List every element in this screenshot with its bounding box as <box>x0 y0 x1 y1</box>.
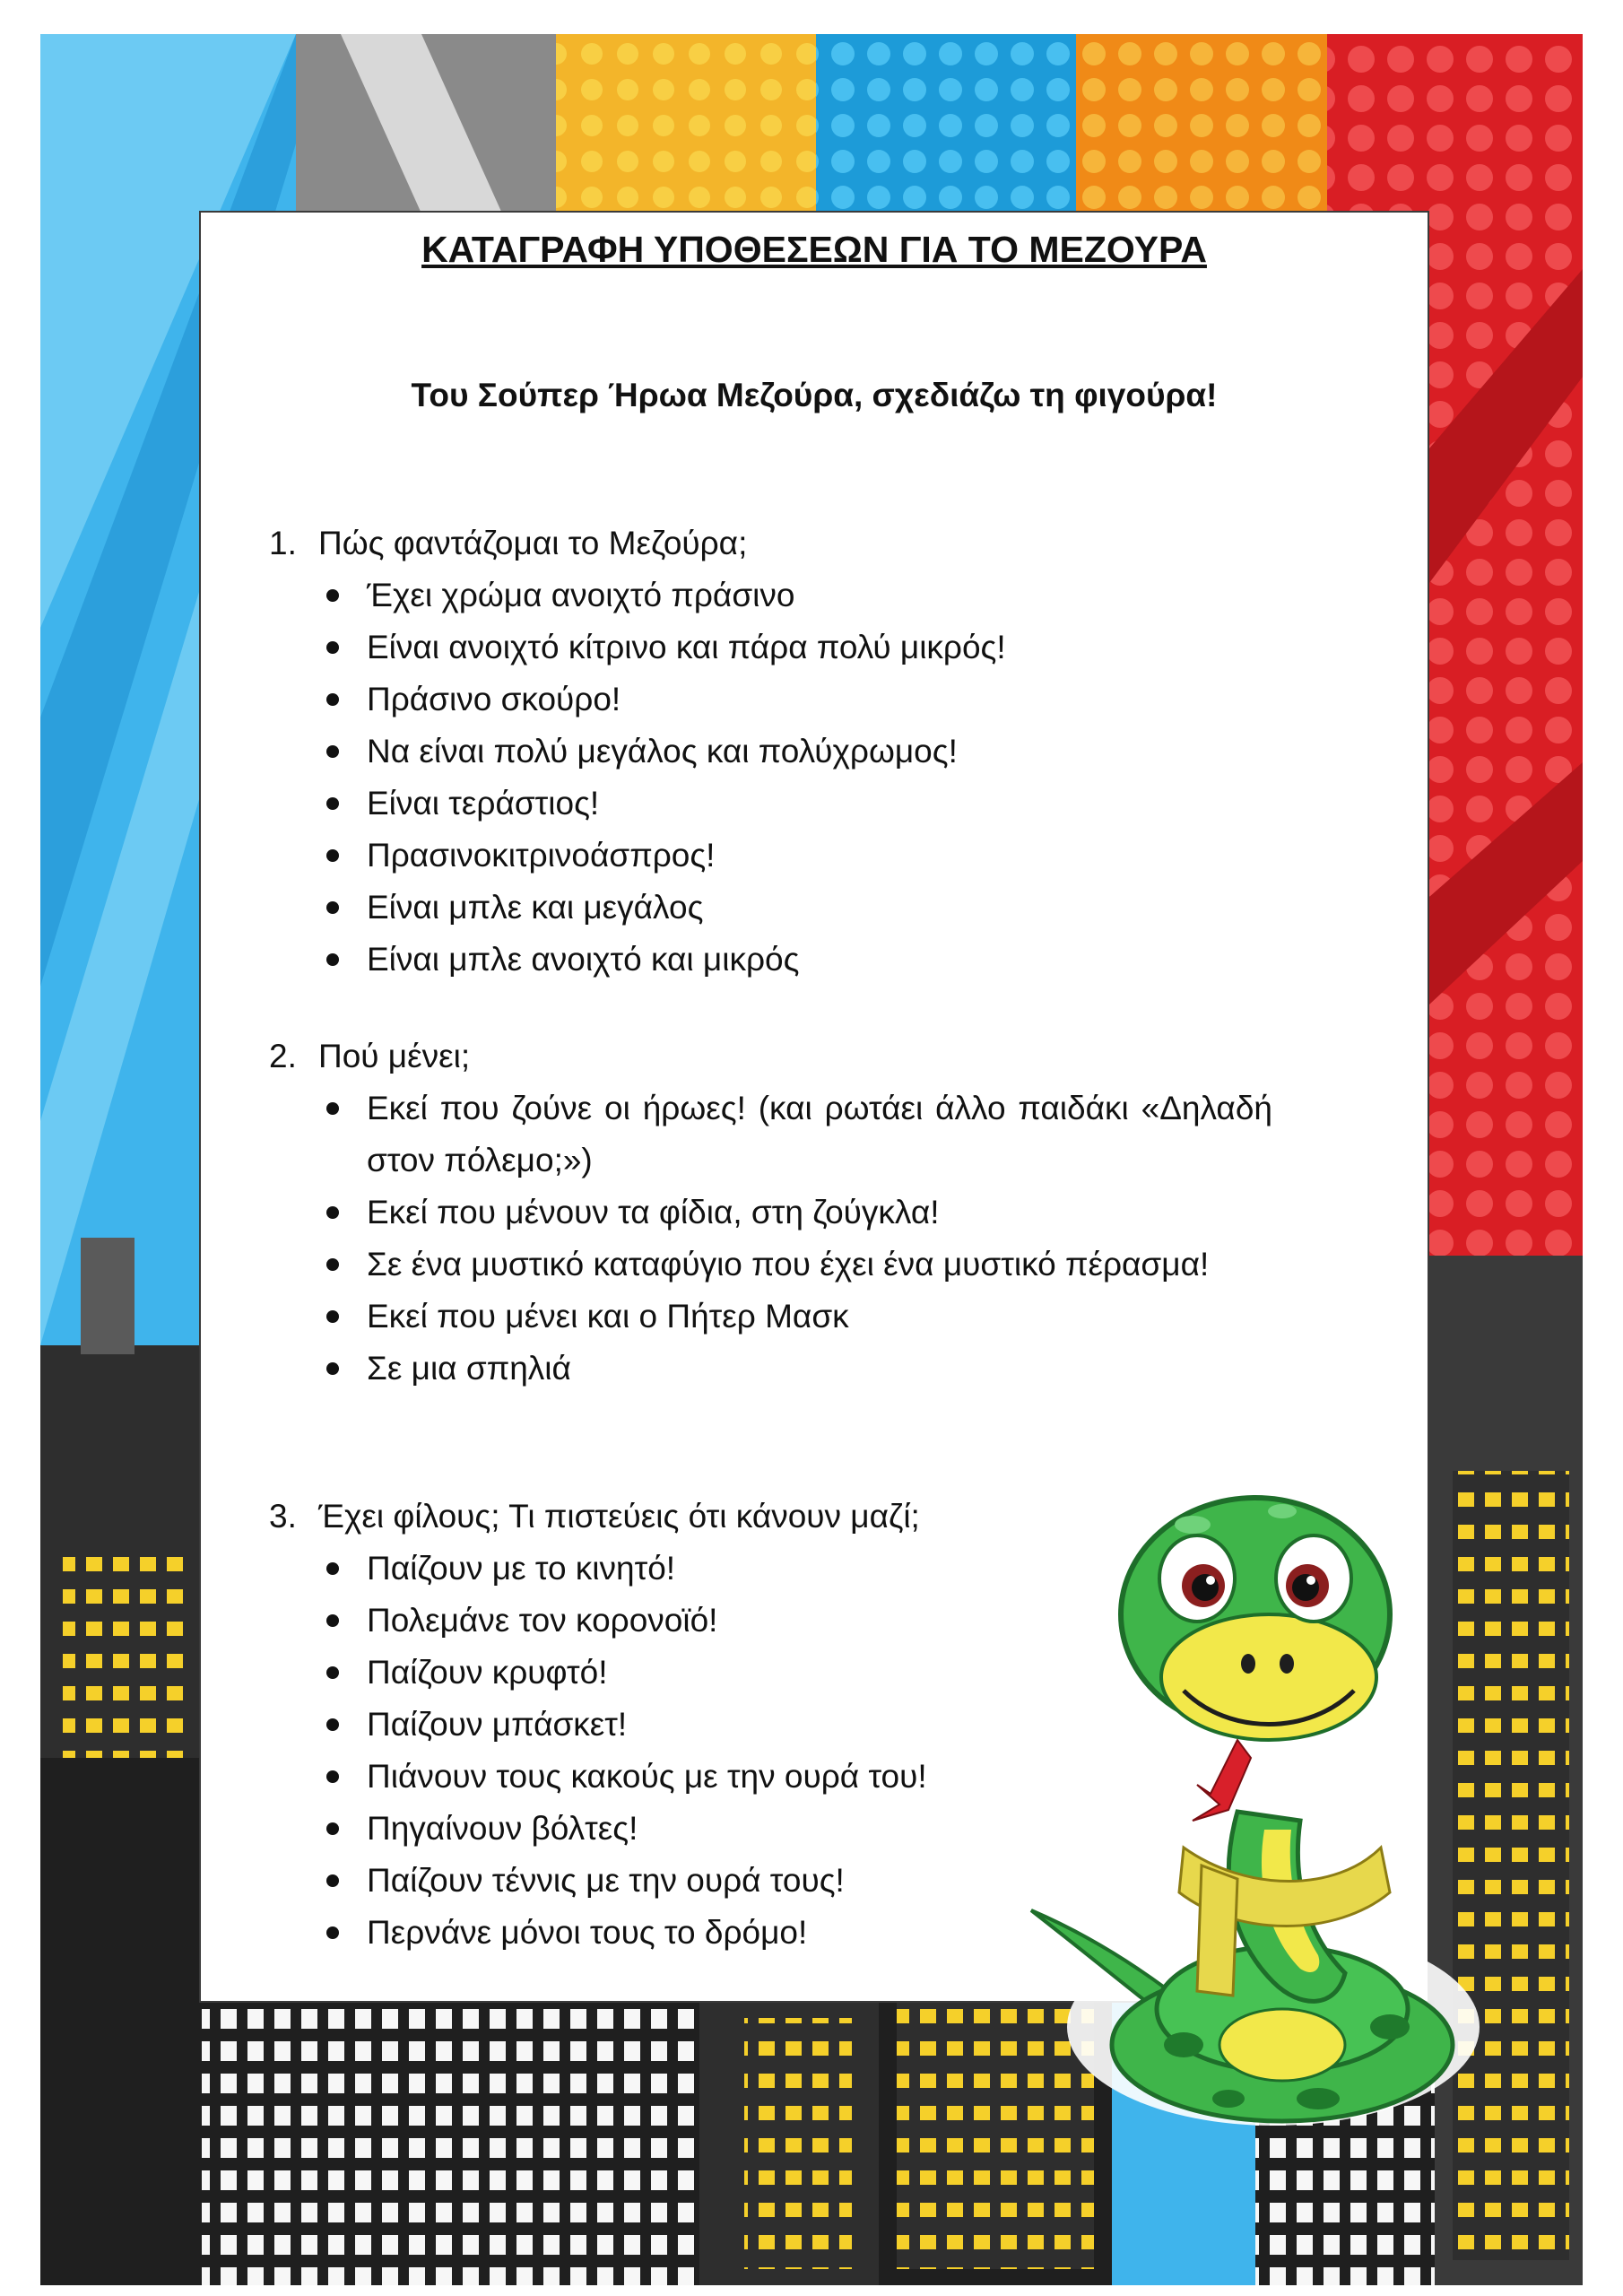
answer-list-1 <box>367 570 1263 986</box>
list-item: Σε ένα μυστικό καταφύγιο που έχει ένα μυστικό πέρασμα! <box>367 1239 1263 1291</box>
list-item: Παίζουν με το κινητό! <box>367 1543 1263 1595</box>
list-item: Είναι μπλε ανοιχτό και μικρός <box>367 934 1263 986</box>
list-item: Πρασινοκιτρινοάσπρος! <box>367 830 1263 882</box>
snake-with-measuring-tape-icon <box>1013 1471 1480 2152</box>
list-item: Έχει χρώμα ανοιχτό πράσινο <box>367 570 1263 622</box>
list-item: Εκεί που ζούνε οι ήρωες! (και ρωτάει άλλο παιδάκι «Δηλαδή στον πόλεμο;») <box>367 1083 1272 1187</box>
list-item: Πιάνουν τους κακούς με την ουρά του! <box>367 1751 1263 1803</box>
question-3 <box>269 1491 920 1543</box>
list-item: Παίζουν τέννις με την ουρά τους! <box>367 1855 1263 1907</box>
list-item: Σε μια σπηλιά <box>367 1343 1263 1395</box>
list-item: Είναι τεράστιος! <box>367 778 1263 830</box>
question-text: Πώς φαντάζομαι το Μεζούρα; <box>318 525 748 561</box>
question-1 <box>269 517 747 570</box>
question-text: Έχει φίλους; Τι πιστεύεις ότι κάνουν μαζί; <box>318 1498 920 1535</box>
list-item: Να είναι πολύ μεγάλος και πολύχρωμος! <box>367 726 1263 778</box>
list-item: Εκεί που μένουν τα φίδια, στη ζούγκλα! <box>367 1187 1263 1239</box>
list-item: Περνάνε μόνοι τους το δρόμο! <box>367 1907 1263 1959</box>
list-item: Εκεί που μένει και ο Πήτερ Μασκ <box>367 1291 1263 1343</box>
question-number: 2. <box>269 1038 297 1074</box>
list-item: Παίζουν κρυφτό! <box>367 1647 1263 1699</box>
list-item: Παίζουν μπάσκετ! <box>367 1699 1263 1751</box>
list-item: Είναι μπλε και μεγάλος <box>367 882 1263 934</box>
page-title: ΚΑΤΑΓΡΑΦΗ ΥΠΟΘΕΣΕΩΝ ΓΙΑ ΤΟ ΜΕΖΟΥΡΑ <box>421 229 1207 270</box>
list-item: Είναι ανοιχτό κίτρινο και πάρα πολύ μικρός! <box>367 622 1263 674</box>
question-text: Πού μένει; <box>318 1038 471 1074</box>
list-item: Πολεμάνε τον κορονοϊό! <box>367 1595 1263 1647</box>
question-number: 1. <box>269 525 297 561</box>
page-subtitle: Του Σούπερ Ήρωα Μεζούρα, σχεδιάζω τη φιγούρα! <box>411 377 1218 413</box>
question-2 <box>269 1031 470 1083</box>
list-item: Πηγαίνουν βόλτες! <box>367 1803 1263 1855</box>
list-item: Πράσινο σκούρο! <box>367 674 1263 726</box>
question-number: 3. <box>269 1498 297 1535</box>
answer-list-2 <box>367 1083 1272 1395</box>
